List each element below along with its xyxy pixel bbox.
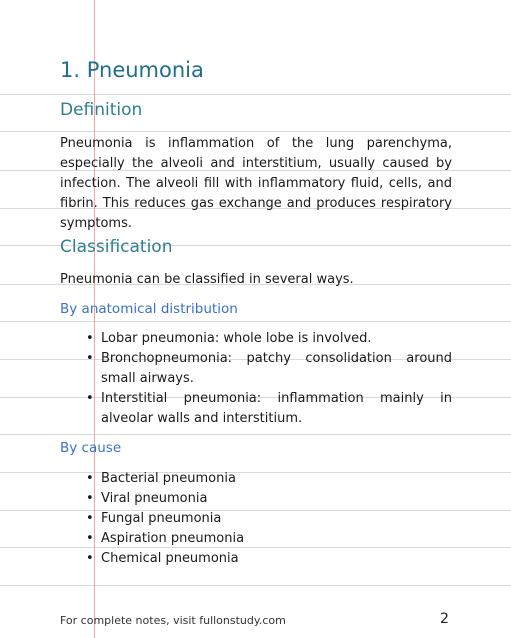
- cause-list: [86, 469, 452, 569]
- anatomical-heading: By anatomical distribution: [60, 301, 238, 317]
- list-item-text: Lobar pneumonia: whole lobe is involved.: [101, 331, 372, 346]
- classification-heading: Classification: [60, 237, 173, 257]
- anatomical-list: [86, 329, 452, 429]
- list-item-text: Bacterial pneumonia: [101, 471, 236, 486]
- list-item: • Bacterial pneumonia: [86, 471, 236, 486]
- list-item: • Interstitial pneumonia: inflammation mainly in alveolar walls and interstitium.: [86, 391, 452, 426]
- classification-intro: Pneumonia can be classified in several ways.: [60, 272, 354, 287]
- page-number: 2: [440, 611, 449, 627]
- ruled-line: [0, 94, 511, 95]
- ruled-line: [0, 131, 511, 132]
- list-item: • Bronchopneumonia: patchy consolidation around small airways.: [86, 351, 452, 386]
- definition-paragraph: Pneumonia is inflammation of the lung parenchyma, especially the alveoli and interstitium, usually caused by infection. The alveoli fill with inflammatory fluid, cells, and fibrin. This reduces gas exchange and produces respiratory symptoms.: [60, 136, 452, 231]
- list-item-text: Fungal pneumonia: [101, 511, 222, 526]
- list-item: • Fungal pneumonia: [86, 511, 222, 526]
- ruled-line: [0, 321, 511, 322]
- list-item: • Viral pneumonia: [86, 491, 208, 506]
- list-item-text: Viral pneumonia: [101, 491, 208, 506]
- footer-note: For complete notes, visit fullonstudy.com: [60, 614, 286, 627]
- list-item: • Chemical pneumonia: [86, 551, 239, 566]
- list-item-text: Interstitial pneumonia: inflammation mainly in alveolar walls and interstitium.: [101, 391, 452, 426]
- ruled-line: [0, 585, 511, 586]
- list-item-text: Bronchopneumonia: patchy consolidation around small airways.: [101, 351, 452, 386]
- ruled-line: [0, 434, 511, 435]
- list-item: • Lobar pneumonia: whole lobe is involved.: [86, 331, 372, 346]
- list-item: • Aspiration pneumonia: [86, 531, 245, 546]
- cause-heading: By cause: [60, 440, 122, 456]
- list-item-text: Chemical pneumonia: [101, 551, 239, 566]
- page-title: 1. Pneumonia: [60, 58, 204, 82]
- list-item-text: Aspiration pneumonia: [101, 531, 245, 546]
- definition-heading: Definition: [60, 100, 143, 120]
